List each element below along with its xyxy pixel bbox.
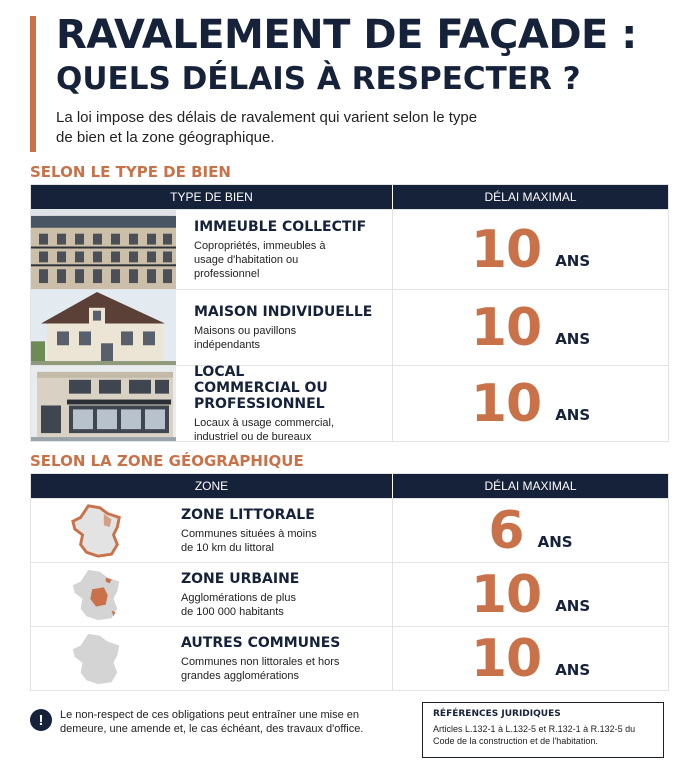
delay-unit: ANS [555,329,591,348]
table-row [31,562,668,626]
delay-unit: ANS [555,405,591,424]
delay-unit: ANS [537,532,573,551]
row-title: AUTRES COMMUNES [181,634,341,651]
zone-table [30,473,669,691]
section-heading-zone: SELON LA ZONE GÉOGRAPHIQUE [30,452,304,470]
row-description: Locaux à usage commercial, industriel ou de bureaux [194,416,335,443]
row-description: Copropriétés, immeubles à usage d'habitation ou professionnel [194,239,326,280]
warning-icon: ! [30,709,52,731]
row-description: Maisons ou pavillons indépendants [194,324,297,351]
type-table [30,184,669,442]
row-title: IMMEUBLE COLLECTIF [194,218,367,235]
row-title: ZONE LITTORALE [181,506,315,523]
type-table-header [31,185,668,209]
delay-value: 6 [488,500,524,561]
table-row [31,626,668,690]
legal-references-title: RÉFÉRENCES JURIDIQUES [433,709,561,719]
commercial-building-photo [31,366,176,441]
delay-unit: ANS [555,251,591,270]
delay-value: 10 [470,373,542,434]
france-map-icon [53,627,143,690]
france-urban-map-icon [53,563,143,626]
table-row [31,365,668,441]
delay-value: 10 [470,628,542,689]
warning-text: Le non-respect de ces obligations peut entraîner une mise en demeure, une amende et, le cas échéant, des travaux d'office. [60,709,364,735]
delay-unit: ANS [555,596,591,615]
col-header-type: TYPE DE BIEN [31,185,393,209]
france-coast-map-icon [53,499,143,562]
col-header-zone: ZONE [31,474,393,498]
col-header-delay: DÉLAI MAXIMAL [484,479,577,493]
table-row [31,209,668,289]
table-row [31,289,668,365]
section-heading-type: SELON LE TYPE DE BIEN [30,163,231,181]
row-title: ZONE URBAINE [181,570,300,587]
delay-unit: ANS [555,660,591,679]
delay-value: 10 [470,297,542,358]
row-title: LOCAL COMMERCIAL OU PROFESSIONNEL [194,363,328,412]
page-title: RAVALEMENT DE FAÇADE : [56,12,637,58]
zone-table-header [31,474,668,498]
page-subtitle: QUELS DÉLAIS À RESPECTER ? [56,61,581,97]
delay-value: 10 [470,564,542,625]
col-header-delay: DÉLAI MAXIMAL [484,190,577,204]
legal-references-text: Articles L.132-1 à L.132-5 et R.132-1 à R.132-5 du Code de la construction et de l'habitation. [433,724,636,746]
accent-bar [30,16,36,152]
table-row [31,498,668,562]
legal-references-box [422,702,664,758]
row-description: Communes situées à moins de 10 km du littoral [181,527,317,554]
house-photo [31,290,176,365]
row-description: Communes non littorales et hors grandes agglomérations [181,655,340,682]
intro-text: La loi impose des délais de ravalement qui varient selon le type de bien et la zone géographique. [56,109,478,146]
row-description: Agglomérations de plus de 100 000 habitants [181,591,296,618]
delay-value: 10 [470,219,542,280]
row-title: MAISON INDIVIDUELLE [194,303,373,320]
haussmann-building-photo [31,210,176,289]
